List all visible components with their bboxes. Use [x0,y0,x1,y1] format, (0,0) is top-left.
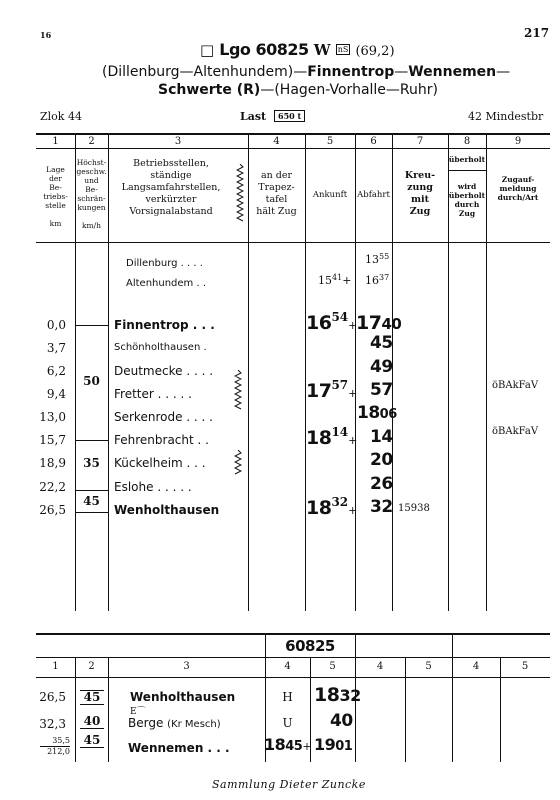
header-line: Langsamfahrstellen, [121,182,221,193]
station-berge [128,716,221,730]
time-sup: 41 [332,273,343,282]
station-kueckelheim: Kückelheim . . . [114,456,206,470]
dep-time [365,274,389,287]
bottom-col4: H [282,690,293,704]
station-extra: (Kr Mesch) [167,719,221,730]
time-sup: 57 [331,378,349,392]
time-main: 19 [314,735,336,754]
col4-header [248,170,305,218]
row-km-total: 212,0 [47,747,70,756]
row-km: 32,3 [39,717,66,731]
col3-header [108,158,234,218]
time-main: 15 [318,274,332,287]
col8a-header: überholt [448,155,486,164]
station-serkenrode: Serkenrode . . . . [114,410,213,424]
header-line: km/h [81,221,101,230]
header-line: ständige [150,170,192,181]
header-line: Betriebsstellen, [133,158,209,169]
header-line: triebs- [43,192,68,201]
col7-header [392,170,448,218]
header-line: wird [457,182,477,191]
crossing-train: 15938 [398,503,430,514]
dep-time: 57 [370,380,393,400]
header-line: Zug [409,206,431,217]
header-line: Zugauf- [501,175,535,184]
time-plus: + [342,274,352,287]
bottom-train-number: 60825 [285,637,335,655]
col8b-header [448,182,486,218]
time-main: 16 [306,312,332,334]
col-number: 3 [183,661,190,672]
header-line: Be- [85,185,98,194]
route-part: —(Hagen-Vorhalle—Ruhr) [260,82,438,98]
arr-time [306,312,357,334]
station-eslohe: Eslohe . . . . . [114,480,192,494]
row-km: 35,5 [52,736,70,745]
route-part: — [394,64,409,80]
bottom-col4: U [282,716,293,730]
dep-time: 32 [370,497,393,517]
station-note: E⌒ [130,707,146,717]
train-w: W [313,41,331,59]
col-number: 4 [273,136,280,147]
arr-time [306,497,357,519]
col-number: 4 [472,661,480,672]
time-main: 13 [365,253,379,266]
bottom-col5 [314,684,361,706]
col-number: 8 [463,136,471,147]
header-line: geschw. [76,167,107,176]
station-dillenburg: Dillenburg . . . . [126,258,203,269]
page-number-left: 16 [40,30,52,40]
last-value: 650 t [274,110,305,122]
route-part: — [496,64,511,80]
time-main: 18 [357,403,380,423]
train-title [200,40,395,59]
col1-header [36,165,75,228]
route-part-bold: Finnentrop [307,64,395,80]
time-plus: + [348,319,358,332]
time-plus: + [348,434,358,447]
header-line: tafel [265,194,288,205]
notify: öBAkFaV [492,426,539,437]
station-fretter: Fretter . . . . . [114,387,192,401]
arr-time [306,427,357,449]
header-line: kungen [77,203,106,212]
dep-time: 20 [370,450,393,470]
header-line: durch [454,200,480,209]
station-schoenholthausen: Schönholthausen . [114,342,207,353]
header-line: Kreu- [404,170,436,181]
time-sup: 32 [339,686,361,705]
dep-time [365,253,389,266]
route-part-bold: Wennemen [408,64,497,80]
header-line: der [49,174,62,183]
station-finnentrop: Finnentrop . . . [114,318,215,332]
time-plus: + [348,387,358,400]
dep-time: 26 [370,474,393,494]
col9-header [486,175,550,202]
row-km: 18,9 [39,456,66,470]
header-line: Zug [458,209,476,218]
time-sup: 32 [331,495,349,509]
zlok: Zlok 44 [40,110,82,123]
speed-limit: 45 [83,494,100,508]
time-sup: 54 [331,310,349,324]
row-km: 22,2 [39,480,66,494]
col-number: 6 [370,136,377,147]
time-sup: 37 [379,273,390,282]
row-km: 9,4 [46,387,66,401]
header-line: hält Zug [256,206,297,217]
col-number: 1 [52,661,59,672]
time-sup: 06 [379,407,397,422]
header-line: Trapez- [258,182,295,193]
col-number: 4 [376,661,384,672]
train-symbol: □ [200,41,215,59]
speed-limit: 50 [83,374,100,388]
time-main: 17 [356,312,382,334]
col2-header [75,158,108,230]
collection-note: Sammlung Dieter Zuncke [212,778,366,791]
header-line: schrän- [77,194,106,203]
page-number-right: 217 [524,26,550,40]
header-line: Höchst- [76,158,107,167]
col-number: 5 [425,661,432,672]
col6-header: Abfahrt [357,190,390,200]
row-km: 15,7 [39,433,66,447]
row-km: 3,7 [46,341,66,355]
route-line-1 [102,64,510,80]
header-line: mit [410,194,430,205]
time-sup: 45 [285,739,303,754]
arr-time [306,380,357,402]
time-sup: 14 [331,425,349,439]
row-km: 26,5 [39,690,66,704]
station-name: Berge [128,716,164,730]
route-part: (Dillenburg—Altenhundem)— [102,64,308,80]
time-plus: + [302,740,312,753]
header-line: Be- [49,183,62,192]
notify: öBAkFaV [492,380,539,391]
bottom-col5: 40 [330,711,353,731]
col-number: 2 [88,136,95,147]
col-number: 7 [416,136,424,147]
route-part-bold: Schwerte (R) [158,82,261,98]
mindestbr: 42 Mindestbr [468,110,544,123]
dep-time [357,403,397,423]
col-number: 5 [329,661,336,672]
time-main: 18 [314,684,340,706]
time-sup: 55 [379,252,390,261]
slow-zone-wave-icon [236,164,244,224]
last-label: Last [240,110,267,123]
train-title-text: Lgo 60825 [219,40,309,59]
slow-zone-wave-icon [234,370,242,410]
train-class: (69,2) [355,44,395,59]
time-main: 18 [306,427,332,449]
col5-header: Ankunft [312,190,348,200]
header-line: und [84,176,99,185]
time-sup: 40 [381,315,402,333]
arr-time [318,274,351,287]
header-line: meldung [499,184,537,193]
station-wenholthausen: Wenholthausen [130,690,236,704]
time-sup: 01 [335,739,353,754]
col-number: 3 [174,136,182,147]
time-main: 18 [306,497,332,519]
col-number: 5 [326,136,334,147]
speed-limit: 45 [80,734,104,748]
bottom-col4 [264,735,312,754]
dep-time: 14 [370,427,393,447]
header-line: zung [407,182,433,193]
station-wenholthausen: Wenholthausen [114,503,220,517]
row-km: 13,0 [39,410,66,424]
train-ns-badge: nS [337,45,349,54]
time-main: 17 [306,380,332,402]
header-line: durch/Art [497,193,539,202]
station-wennemen: Wennemen . . . [128,741,230,755]
row-km: 26,5 [39,503,66,517]
header-line: stelle [45,201,66,210]
time-main: 18 [264,735,286,754]
station-deutmecke: Deutmecke . . . . [114,364,214,378]
col-number: 5 [521,661,529,672]
header-line: überholt [448,191,486,200]
bottom-col5 [314,735,352,754]
slow-zone-wave-icon [234,450,242,476]
route-line-2 [158,82,438,98]
row-km: 0,0 [46,318,66,332]
col-number: 2 [88,661,95,672]
time-main: 16 [365,274,379,287]
col-number: 4 [284,661,291,672]
dep-time: 45 [370,333,393,353]
speed-limit: 35 [83,456,100,470]
speed-limit: 45 [80,690,104,705]
station-altenhundem: Altenhundem . . [126,278,206,289]
time-plus: + [348,504,358,517]
dep-time [356,312,401,334]
station-fehrenbracht: Fehrenbracht . . [114,433,209,447]
speed-limit: 40 [80,715,104,729]
header-line: verkürzter [145,194,197,205]
dep-time: 49 [370,357,393,377]
row-km: 6,2 [46,364,66,378]
header-line: km [49,219,62,228]
header-line: an der [260,170,293,181]
col-number: 1 [52,136,59,147]
header-line: Lage [46,165,65,174]
header-line: Vorsignalabstand [129,206,213,217]
col-number: 9 [514,136,522,147]
